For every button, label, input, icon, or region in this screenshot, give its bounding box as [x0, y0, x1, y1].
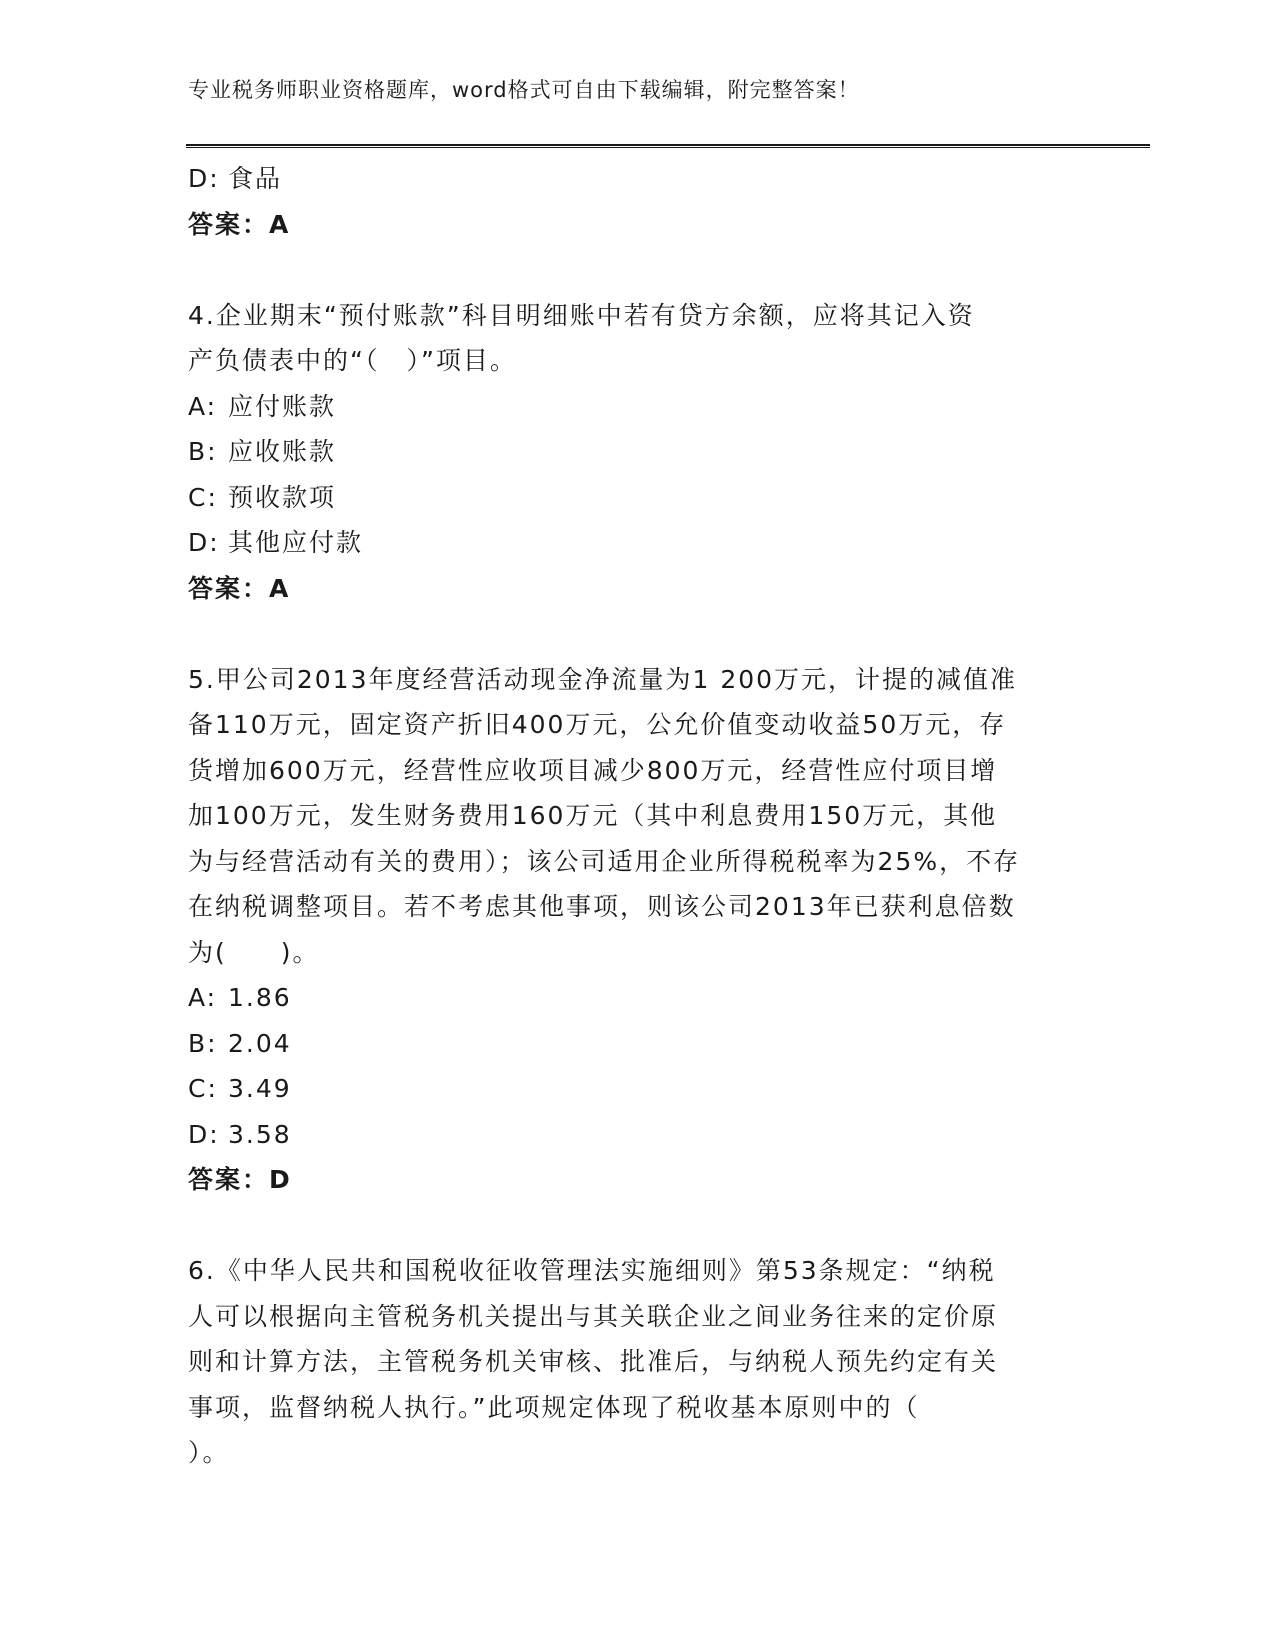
page-header: 专业税务师职业资格题库，word格式可自由下载编辑，附完整答案！ [188, 78, 860, 102]
option-text: 1.86 [228, 983, 292, 1012]
question-text-line: 加100万元，发生财务费用160万元（其中利息费用150万元，其他 [188, 801, 998, 830]
option-text: 食品 [228, 164, 283, 193]
option-key: D: [188, 164, 220, 193]
option-a [188, 975, 1088, 1021]
question-text-line: 人可以根据向主管税务机关提出与其关联企业之间业务往来的定价原 [188, 1301, 999, 1331]
option-text: 3.58 [228, 1119, 292, 1149]
option-text: 预收款项 [228, 482, 337, 512]
option-key: A: [188, 391, 218, 421]
option-key: D: [188, 1119, 220, 1149]
option-c [188, 1066, 1088, 1112]
option-c [188, 475, 1088, 521]
option-key: C: [188, 482, 218, 512]
question-6 [188, 1248, 1088, 1476]
option-text: 应收账款 [228, 437, 337, 466]
question-text-line: 5.甲公司2013年度经营活动现金净流量为1 200万元，计提的减值准 [188, 664, 1018, 694]
option-b [188, 1021, 1088, 1067]
question-text-line: 事项，监督纳税人执行。”此项规定体现了税收基本原则中的（ [188, 1392, 920, 1422]
option-text: 2.04 [228, 1028, 292, 1058]
answer-line: 答案：D [188, 1165, 292, 1194]
option-d [188, 156, 1088, 202]
question-text-line: 6.《中华人民共和国税收征收管理法实施细则》第53条规定：“纳税 [188, 1256, 996, 1285]
option-key: B: [188, 1028, 218, 1058]
spacer [188, 1203, 1088, 1249]
option-text: 应付账款 [228, 391, 337, 421]
option-d [188, 1112, 1088, 1158]
question-text-line: 则和计算方法，主管税务机关审核、批准后，与纳税人预先约定有关 [188, 1347, 999, 1376]
answer-line: 答案：A [188, 573, 291, 603]
question-text-line: 为与经营活动有关的费用）；该公司适用企业所得税税率为25%，不存 [188, 846, 1021, 876]
document-body [188, 156, 1088, 1476]
question-text-line: 在纳税调整项目。若不考虑其他事项，则该公司2013年已获利息倍数 [188, 892, 1016, 921]
option-text: 3.49 [228, 1074, 292, 1103]
question-text-line: 为( )。 [188, 937, 320, 967]
question-4 [188, 293, 1088, 612]
option-text: 其他应付款 [228, 528, 364, 557]
question-text-line: 备110万元，固定资产折旧400万元，公允价值变动收益50万元，存 [188, 710, 1007, 739]
option-a [188, 384, 1088, 430]
question-text-line: 4.企业期末“预付账款”科目明细账中若有贷方余额，应将其记入资 [188, 300, 975, 330]
spacer [188, 247, 1088, 293]
question-text-line: ）。 [188, 1438, 230, 1467]
option-d [188, 520, 1088, 566]
header-divider [186, 144, 1150, 148]
question-text-line: 货增加600万元，经营性应收项目减少800万元，经营性应付项目增 [188, 755, 998, 785]
question-text-line: 产负债表中的“（ ）”项目。 [188, 346, 517, 375]
spacer [188, 611, 1088, 657]
option-key: A: [188, 983, 218, 1012]
option-key: C: [188, 1074, 218, 1103]
question-5 [188, 657, 1088, 1203]
option-key: B: [188, 437, 218, 466]
answer-line: 答案：A [188, 209, 291, 239]
option-key: D: [188, 528, 220, 557]
option-b [188, 429, 1088, 475]
